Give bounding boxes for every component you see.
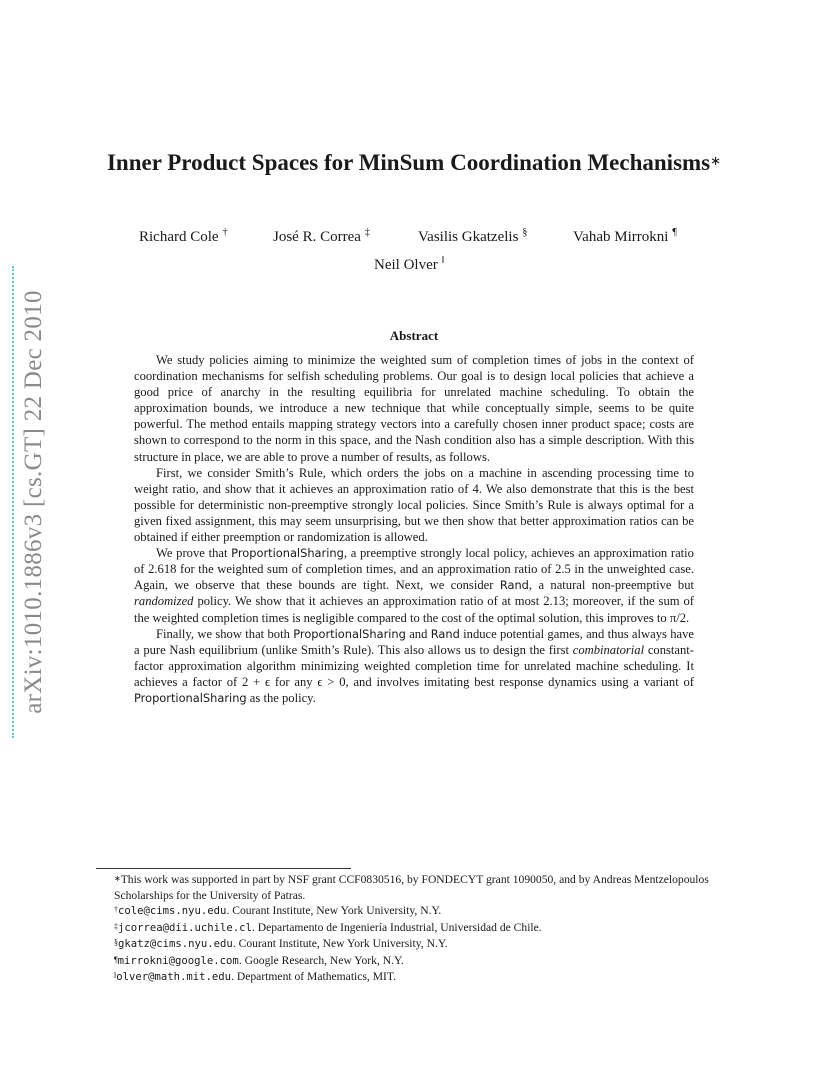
author-name: Vasilis Gkatzelis <box>418 229 519 245</box>
author-name: José R. Correa <box>273 229 361 245</box>
policy-name: Rand <box>499 578 529 593</box>
author-name: Richard Cole <box>139 229 219 245</box>
author-name: Vahab Mirrokni <box>573 229 669 245</box>
footnote-funding <box>96 872 736 903</box>
abstract-body <box>134 352 694 706</box>
footnote-text: . Department of Mathematics, MIT. <box>231 970 397 983</box>
footnote-text: . Google Research, New York, N.Y. <box>238 953 404 967</box>
footnote-author-4 <box>96 953 736 970</box>
email-link[interactable]: gkatz@cims.nyu.edu <box>118 938 233 950</box>
author-mark: ¶ <box>672 227 677 238</box>
footnote-text: . Departamento de Ingeniería Industrial, Universidad de Chile. <box>251 920 542 934</box>
text-run: as the policy. <box>246 690 316 705</box>
policy-name: Rand <box>430 626 460 641</box>
title-footnote-mark: ∗ <box>710 153 722 168</box>
email-link[interactable]: olver@math.mit.edu <box>116 971 232 983</box>
footnote-author-3 <box>96 936 736 953</box>
footnote-mark: ‡ <box>114 921 118 931</box>
text-run: , a preemptive strongly local policy, achieves an approximation ratio of 2.618 for the weighted sum of completion times, and an approximation ratio of 2.5 in the unweighted case. Again, we observe that these bounds are tight. Next, we consider <box>134 546 694 593</box>
emphasis: combinatorial <box>572 642 645 657</box>
policy-name: ProportionalSharing <box>231 546 344 561</box>
footnote-rule <box>96 868 351 869</box>
text-run: constant-factor approximation algorithm minimizing weighted completion time for unrelated machine scheduling. It achieves a factor of 2 + ϵ for any ϵ > 0, and involves imitating best response dynamics using a variant of <box>134 642 695 689</box>
abstract-heading: Abstract <box>389 328 439 343</box>
paper-title-text: Inner Product Spaces for MinSum Coordination Mechanisms <box>106 150 711 175</box>
footnote-mark: ‖ <box>114 971 117 980</box>
paper-title <box>100 148 728 177</box>
footnote-mark: ¶ <box>114 954 118 964</box>
text-run: , a natural non-preemptive but <box>528 578 694 593</box>
author-3 <box>418 229 527 246</box>
email-link[interactable]: jcorrea@dii.uchile.cl <box>118 921 252 934</box>
author-5 <box>374 257 445 274</box>
footnote-mark: § <box>114 938 118 947</box>
footnote-author-2 <box>96 920 736 937</box>
footnote-author-1 <box>96 903 736 920</box>
text-run: We prove that <box>156 546 232 561</box>
email-link[interactable]: mirrokni@google.com <box>117 954 239 967</box>
footnote-mark: † <box>114 905 118 914</box>
author-4 <box>573 229 677 246</box>
author-mark: § <box>522 227 528 238</box>
arxiv-id: arXiv:1010.1886v3 [cs.GT] 22 Dec 2010 <box>20 290 47 714</box>
text-run: and <box>405 626 431 641</box>
abstract-paragraph-4 <box>134 626 694 706</box>
emphasis: randomized <box>134 594 194 609</box>
author-mark: ‖ <box>441 255 445 266</box>
abstract-paragraph-1: We study policies aiming to minimize the weighted sum of completion times of jobs in the context of coordination mechanisms for selfish scheduling problems. Our goal is to design local policies that achieve a good price of anarchy in the resulting equilibria for unrelated machine scheduling. To obtain the approximation bounds, we introduce a new technique that while conceptually simple, seems to be quite powerful. The method entails mapping strategy vectors into a carefully chosen inner product space; costs are shown to correspond to the norm in this space, and the Nash condition also has a simple description. With this structure in place, we are able to prove a number of results, as follows. <box>134 353 694 464</box>
abstract-paragraph-2: First, we consider Smith’s Rule, which orders the jobs on a machine in ascending processing time to weight ratio, and show that it achieves an approximation ratio of 4. We also demonstrate that this is the best possible for deterministic non-preemptive strongly local policies. Since Smith’s Rule is always optimal for a given fixed assignment, this may seem unsurprising, but we then show that better approximation ratios can be obtained if either preemption or randomization is allowed. <box>134 465 694 545</box>
author-1 <box>139 229 228 246</box>
text-run: policy. We show that it achieves an approximation ratio of at most 2.13; moreover, if the sum of the weighted completion times is negligible compared to the cost of the optimal solution, this improves to π/2. <box>134 594 694 625</box>
policy-name: ProportionalSharing <box>134 690 247 705</box>
footnote-text: This work was supported in part by NSF grant CCF0830516, by FONDECYT grant 1090050, and by Andreas Mentzelopoulos Scholarships for the University of Patras. <box>114 873 709 902</box>
text-run: induce potential games, and thus always have a pure Nash equilibrium (unlike Smith’s Rule). This also allows us to design the first <box>134 626 694 657</box>
author-2 <box>273 229 370 246</box>
footnote-mark: ∗ <box>114 874 121 883</box>
author-mark: † <box>222 227 228 238</box>
policy-name: ProportionalSharing <box>293 626 406 641</box>
footnote-author-5 <box>96 969 736 986</box>
text-run: Finally, we show that both <box>156 626 294 641</box>
footnotes <box>96 872 736 986</box>
author-name: Neil Olver <box>374 257 438 273</box>
email-link[interactable]: cole@cims.nyu.edu <box>118 905 227 917</box>
footnote-text: . Courant Institute, New York University, N.Y. <box>232 937 448 950</box>
author-mark: ‡ <box>364 227 370 238</box>
footnote-text: . Courant Institute, New York University, N.Y. <box>226 904 442 917</box>
abstract-paragraph-3 <box>134 545 694 625</box>
